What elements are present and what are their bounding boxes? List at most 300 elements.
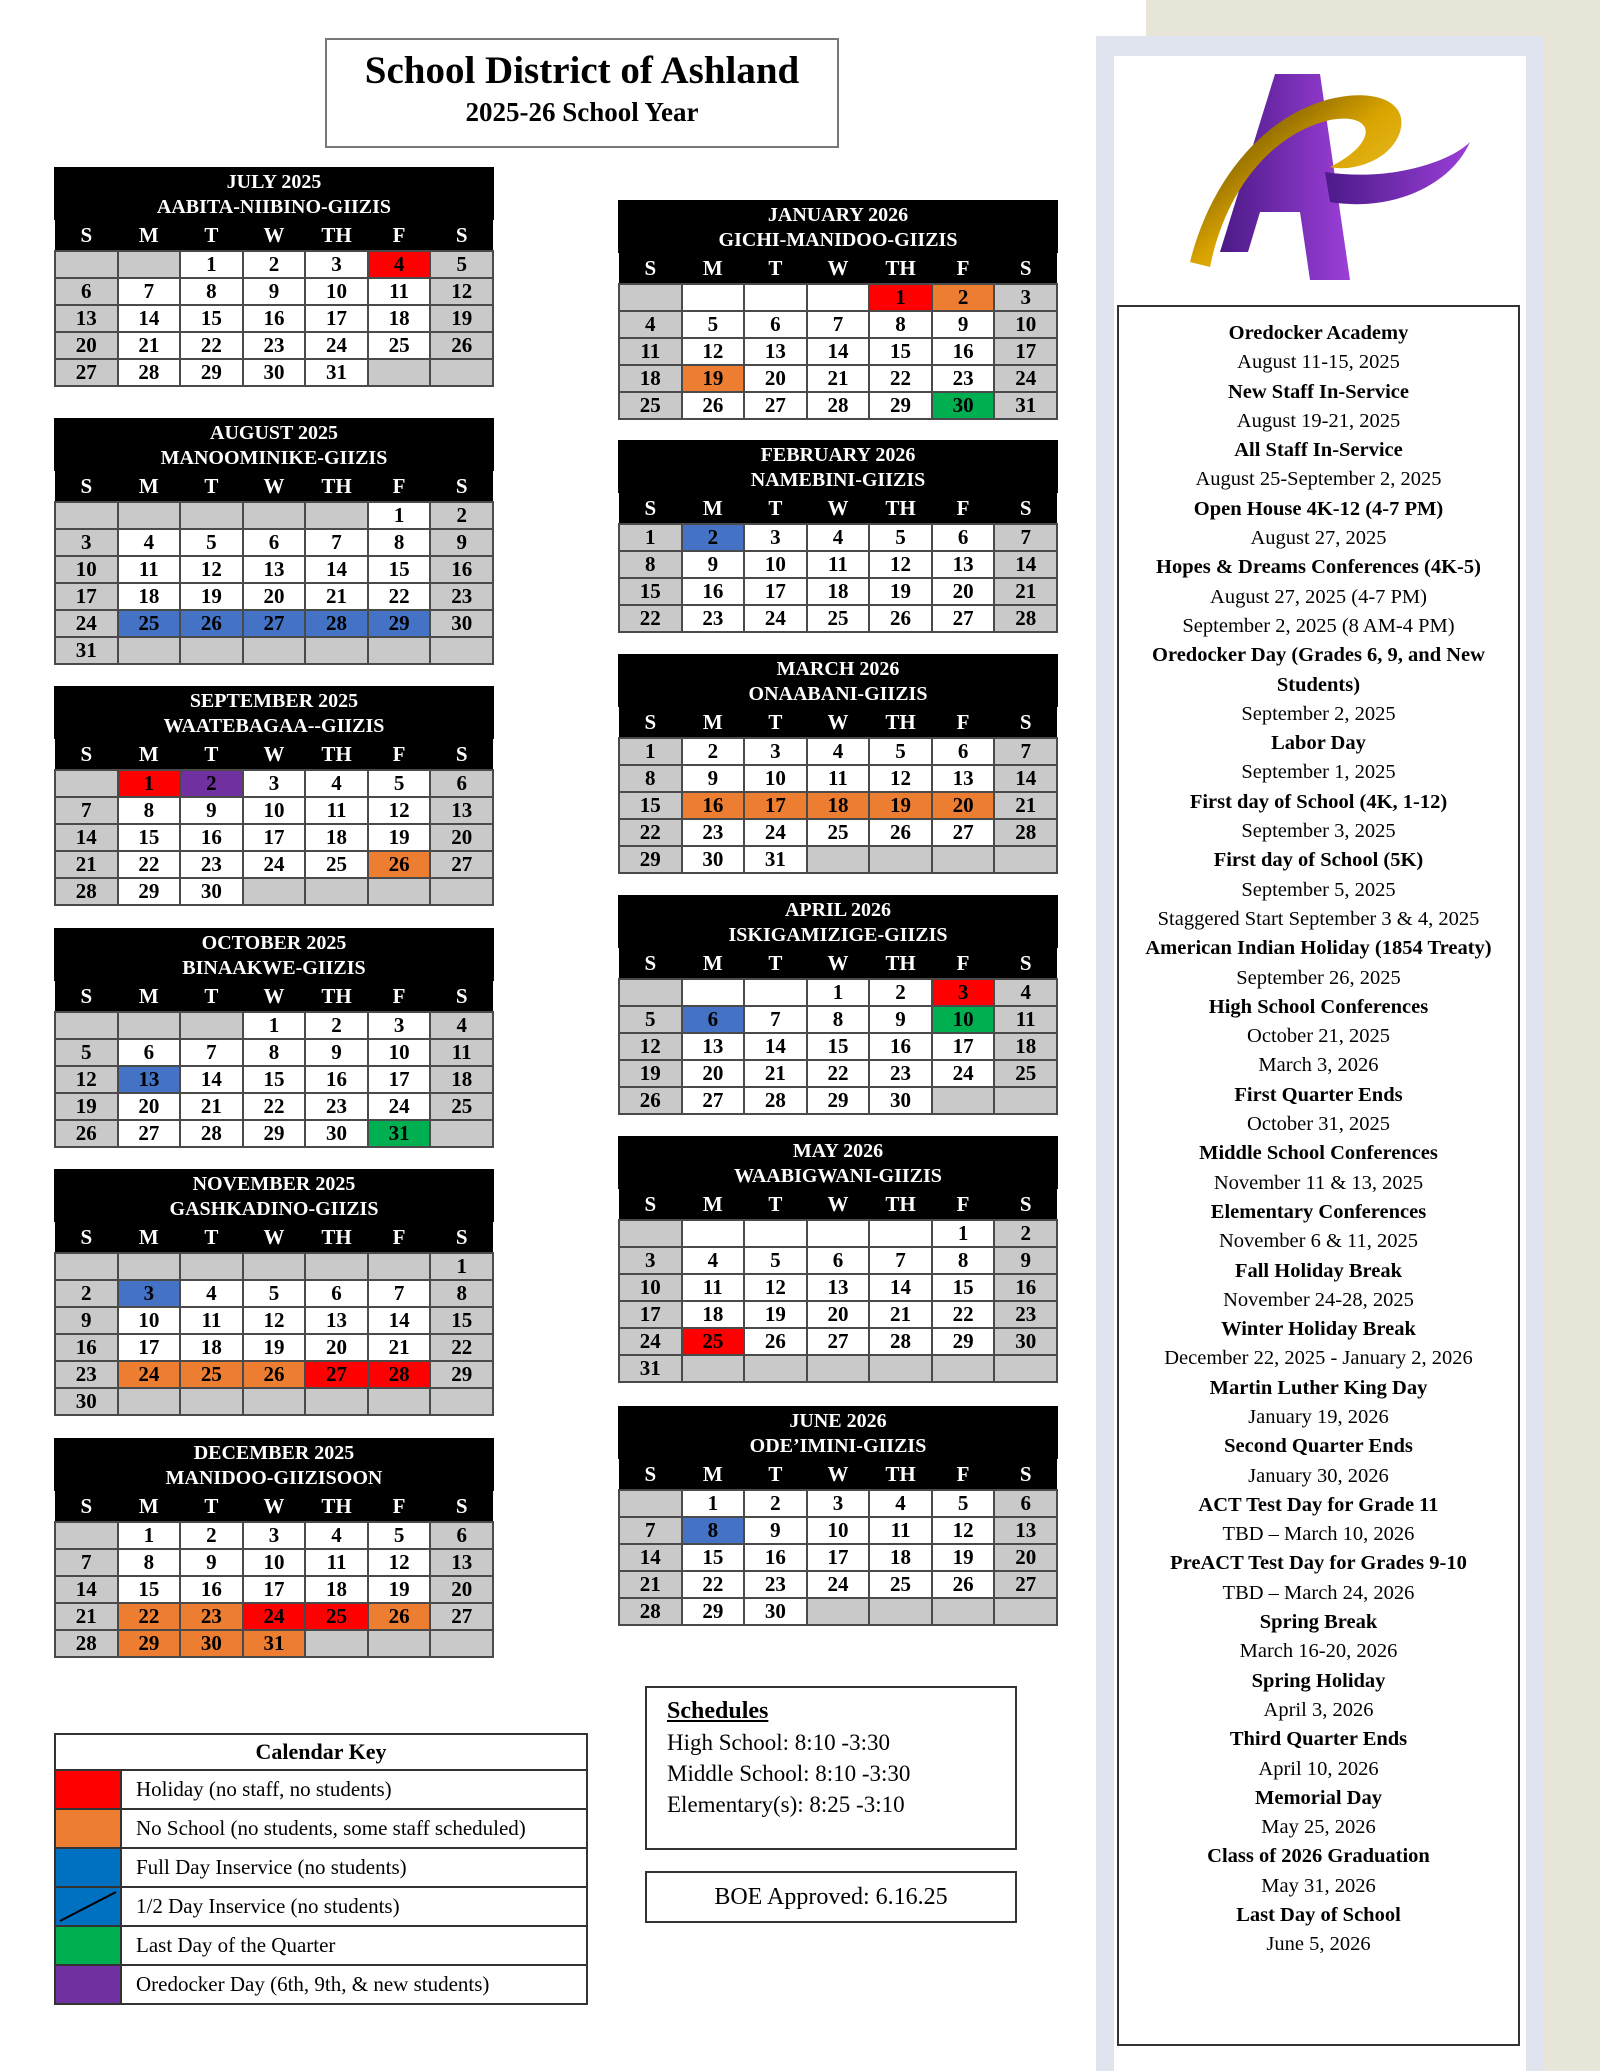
event-date: April 10, 2026 bbox=[1258, 1757, 1379, 1780]
empty-day-cell bbox=[243, 1388, 306, 1415]
day-cell: 17 bbox=[55, 583, 118, 610]
day-cell: 16 bbox=[869, 1033, 932, 1060]
weekday-header: W bbox=[807, 493, 870, 524]
day-cell: 13 bbox=[807, 1274, 870, 1301]
weekday-header: S bbox=[430, 1491, 493, 1522]
weekday-header: M bbox=[118, 739, 181, 770]
day-cell: 9 bbox=[430, 529, 493, 556]
day-cell: 11 bbox=[430, 1039, 493, 1066]
weekday-header: W bbox=[243, 471, 306, 502]
day-cell: 27 bbox=[932, 819, 995, 846]
day-cell: 19 bbox=[243, 1334, 306, 1361]
weekday-header: F bbox=[932, 948, 995, 979]
day-cell: 9 bbox=[994, 1247, 1057, 1274]
empty-day-cell bbox=[305, 637, 368, 664]
month-header bbox=[618, 654, 1058, 707]
day-cell: 17 bbox=[243, 1576, 306, 1603]
weekday-header: TH bbox=[305, 739, 368, 770]
empty-day-cell bbox=[368, 359, 431, 386]
day-cell: 23 bbox=[869, 1060, 932, 1087]
weekday-header: S bbox=[430, 471, 493, 502]
empty-day-cell bbox=[243, 878, 306, 905]
day-cell: 9 bbox=[682, 765, 745, 792]
day-cell: 2 bbox=[55, 1280, 118, 1307]
day-cell: 25 bbox=[368, 332, 431, 359]
empty-day-cell bbox=[430, 637, 493, 664]
month-header bbox=[618, 1406, 1058, 1459]
day-cell: 25 bbox=[682, 1328, 745, 1355]
event-title: Second Quarter Ends bbox=[1224, 1435, 1413, 1458]
day-cell: 28 bbox=[55, 1630, 118, 1657]
empty-day-cell bbox=[932, 1087, 995, 1114]
day-cell: 21 bbox=[994, 792, 1057, 819]
weekday-header: W bbox=[243, 739, 306, 770]
month-july bbox=[54, 167, 494, 387]
day-cell: 16 bbox=[994, 1274, 1057, 1301]
empty-day-cell bbox=[368, 1253, 431, 1280]
day-cell: 2 bbox=[932, 284, 995, 311]
day-cell: 22 bbox=[430, 1334, 493, 1361]
month-ojibwe-name: WAATEBAGAA--GIIZIS bbox=[163, 715, 385, 737]
calendar-key-label: No School (no students, some staff scheduled) bbox=[136, 1816, 526, 1840]
day-cell: 20 bbox=[305, 1334, 368, 1361]
month-grid bbox=[54, 220, 494, 387]
day-cell: 22 bbox=[869, 365, 932, 392]
empty-day-cell bbox=[118, 1012, 181, 1039]
empty-day-cell bbox=[807, 284, 870, 311]
day-cell: 1 bbox=[619, 738, 682, 765]
day-cell: 25 bbox=[118, 610, 181, 637]
day-cell: 18 bbox=[305, 824, 368, 851]
day-cell: 14 bbox=[994, 765, 1057, 792]
weekday-header: TH bbox=[869, 707, 932, 738]
event-date: November 6 & 11, 2025 bbox=[1218, 1230, 1419, 1253]
empty-day-cell bbox=[180, 502, 243, 529]
weekday-header: TH bbox=[305, 471, 368, 502]
empty-day-cell bbox=[430, 1630, 493, 1657]
day-cell: 24 bbox=[55, 610, 118, 637]
day-cell: 28 bbox=[368, 1361, 431, 1388]
day-cell: 28 bbox=[994, 819, 1057, 846]
day-cell: 17 bbox=[932, 1033, 995, 1060]
day-cell: 1 bbox=[430, 1253, 493, 1280]
day-cell: 25 bbox=[807, 819, 870, 846]
month-march bbox=[618, 654, 1058, 874]
weekday-header: S bbox=[430, 981, 493, 1012]
day-cell: 13 bbox=[430, 1549, 493, 1576]
event-title: Oredocker Day (Grades 6, 9, and New Students) bbox=[1152, 644, 1485, 696]
empty-day-cell bbox=[368, 878, 431, 905]
month-title: OCTOBER 2025 bbox=[201, 932, 347, 954]
day-cell: 19 bbox=[368, 1576, 431, 1603]
day-cell: 21 bbox=[55, 1603, 118, 1630]
calendar-key-swatch bbox=[56, 1810, 122, 1847]
empty-day-cell bbox=[430, 359, 493, 386]
day-cell: 9 bbox=[243, 278, 306, 305]
month-grid bbox=[618, 253, 1058, 420]
day-cell: 9 bbox=[180, 797, 243, 824]
day-cell: 30 bbox=[55, 1388, 118, 1415]
day-cell: 22 bbox=[807, 1060, 870, 1087]
day-cell: 28 bbox=[869, 1328, 932, 1355]
day-cell: 25 bbox=[807, 605, 870, 632]
day-cell: 19 bbox=[619, 1060, 682, 1087]
day-cell: 10 bbox=[807, 1517, 870, 1544]
day-cell: 21 bbox=[744, 1060, 807, 1087]
day-cell: 19 bbox=[869, 578, 932, 605]
calendar-key-row bbox=[56, 1927, 586, 1966]
weekday-header: W bbox=[243, 220, 306, 251]
day-cell: 30 bbox=[869, 1087, 932, 1114]
event-date: May 31, 2026 bbox=[1261, 1874, 1376, 1897]
event-title: Open House 4K-12 (4-7 PM) bbox=[1193, 497, 1444, 520]
month-ojibwe-name: NAMEBINI-GIIZIS bbox=[750, 469, 926, 491]
day-cell: 8 bbox=[368, 529, 431, 556]
day-cell: 12 bbox=[682, 338, 745, 365]
day-cell: 16 bbox=[243, 305, 306, 332]
day-cell: 15 bbox=[180, 305, 243, 332]
event-date: December 22, 2025 - January 2, 2026 bbox=[1164, 1347, 1473, 1370]
event-date: August 25-September 2, 2025 bbox=[1195, 468, 1442, 491]
day-cell: 11 bbox=[118, 556, 181, 583]
empty-day-cell bbox=[305, 878, 368, 905]
day-cell: 3 bbox=[932, 979, 995, 1006]
day-cell: 12 bbox=[932, 1517, 995, 1544]
empty-day-cell bbox=[994, 846, 1057, 873]
day-cell: 26 bbox=[682, 392, 745, 419]
calendar-key-title: Calendar Key bbox=[56, 1735, 586, 1771]
day-cell: 17 bbox=[368, 1066, 431, 1093]
day-cell: 22 bbox=[180, 332, 243, 359]
schedule-high-school: High School: 8:10 -3:30 bbox=[667, 1730, 890, 1755]
day-cell: 30 bbox=[682, 846, 745, 873]
day-cell: 26 bbox=[180, 610, 243, 637]
empty-day-cell bbox=[180, 637, 243, 664]
day-cell: 5 bbox=[682, 311, 745, 338]
empty-day-cell bbox=[869, 1355, 932, 1382]
weekday-header: S bbox=[994, 1459, 1057, 1490]
weekday-header: T bbox=[744, 1189, 807, 1220]
weekday-header: T bbox=[180, 1222, 243, 1253]
day-cell: 31 bbox=[305, 359, 368, 386]
month-ojibwe-name: MANOOMINIKE-GIIZIS bbox=[160, 447, 388, 469]
weekday-header: S bbox=[619, 253, 682, 284]
day-cell: 26 bbox=[869, 819, 932, 846]
month-header bbox=[54, 686, 494, 739]
day-cell: 17 bbox=[744, 792, 807, 819]
weekday-header: S bbox=[619, 1459, 682, 1490]
day-cell: 14 bbox=[619, 1544, 682, 1571]
events-list bbox=[1117, 305, 1520, 2046]
day-cell: 12 bbox=[243, 1307, 306, 1334]
day-cell: 25 bbox=[305, 1603, 368, 1630]
calendar-key-label: Oredocker Day (6th, 9th, & new students) bbox=[136, 1972, 490, 1996]
weekday-header: T bbox=[180, 1491, 243, 1522]
day-cell: 30 bbox=[994, 1328, 1057, 1355]
day-cell: 17 bbox=[243, 824, 306, 851]
calendar-key-label: 1/2 Day Inservice (no students) bbox=[136, 1894, 400, 1918]
day-cell: 20 bbox=[682, 1060, 745, 1087]
day-cell: 12 bbox=[368, 1549, 431, 1576]
day-cell: 7 bbox=[744, 1006, 807, 1033]
day-cell: 24 bbox=[305, 332, 368, 359]
weekday-header: M bbox=[682, 948, 745, 979]
event-title: First day of School (5K) bbox=[1213, 849, 1424, 872]
month-header bbox=[618, 440, 1058, 493]
event-date: August 27, 2025 (4-7 PM) bbox=[1210, 585, 1427, 608]
calendar-key-label: Holiday (no staff, no students) bbox=[136, 1777, 392, 1801]
day-cell: 2 bbox=[994, 1220, 1057, 1247]
day-cell: 8 bbox=[118, 1549, 181, 1576]
day-cell: 23 bbox=[994, 1301, 1057, 1328]
weekday-header: TH bbox=[869, 493, 932, 524]
day-cell: 19 bbox=[430, 305, 493, 332]
day-cell: 23 bbox=[180, 1603, 243, 1630]
day-cell: 1 bbox=[619, 524, 682, 551]
event-title: High School Conferences bbox=[1208, 995, 1429, 1018]
day-cell: 5 bbox=[744, 1247, 807, 1274]
day-cell: 31 bbox=[55, 637, 118, 664]
day-cell: 8 bbox=[118, 797, 181, 824]
day-cell: 24 bbox=[807, 1571, 870, 1598]
calendar-key-row bbox=[56, 1888, 586, 1927]
day-cell: 26 bbox=[932, 1571, 995, 1598]
day-cell: 14 bbox=[744, 1033, 807, 1060]
day-cell: 29 bbox=[180, 359, 243, 386]
event-title: Hopes & Dreams Conferences (4K-5) bbox=[1156, 556, 1481, 579]
month-may bbox=[618, 1136, 1058, 1383]
day-cell: 4 bbox=[180, 1280, 243, 1307]
empty-day-cell bbox=[118, 251, 181, 278]
day-cell: 17 bbox=[744, 578, 807, 605]
day-cell: 1 bbox=[807, 979, 870, 1006]
event-title: Fall Holiday Break bbox=[1234, 1259, 1403, 1282]
day-cell: 26 bbox=[243, 1361, 306, 1388]
weekday-header: S bbox=[619, 948, 682, 979]
day-cell: 29 bbox=[430, 1361, 493, 1388]
event-title: First day of School (4K, 1-12) bbox=[1189, 790, 1448, 813]
calendar-key-swatch bbox=[56, 1771, 122, 1808]
day-cell: 29 bbox=[118, 1630, 181, 1657]
day-cell: 4 bbox=[682, 1247, 745, 1274]
empty-day-cell bbox=[682, 1355, 745, 1382]
day-cell: 6 bbox=[118, 1039, 181, 1066]
day-cell: 10 bbox=[994, 311, 1057, 338]
event-date: August 11-15, 2025 bbox=[1237, 351, 1400, 374]
schedule-middle-school: Middle School: 8:10 -3:30 bbox=[667, 1761, 911, 1786]
empty-day-cell bbox=[807, 1220, 870, 1247]
day-cell: 20 bbox=[430, 1576, 493, 1603]
day-cell: 27 bbox=[430, 1603, 493, 1630]
day-cell: 20 bbox=[430, 824, 493, 851]
empty-day-cell bbox=[243, 502, 306, 529]
month-september bbox=[54, 686, 494, 906]
day-cell: 14 bbox=[55, 824, 118, 851]
page-title: School District of Ashland bbox=[364, 49, 800, 92]
empty-day-cell bbox=[430, 1388, 493, 1415]
empty-day-cell bbox=[619, 284, 682, 311]
day-cell: 6 bbox=[932, 524, 995, 551]
event-date: November 24-28, 2025 bbox=[1223, 1288, 1414, 1311]
day-cell: 12 bbox=[869, 551, 932, 578]
weekday-header: S bbox=[994, 1189, 1057, 1220]
day-cell: 16 bbox=[55, 1334, 118, 1361]
day-cell: 13 bbox=[932, 765, 995, 792]
empty-day-cell bbox=[932, 1598, 995, 1625]
day-cell: 27 bbox=[430, 851, 493, 878]
day-cell: 15 bbox=[807, 1033, 870, 1060]
day-cell: 2 bbox=[180, 770, 243, 797]
empty-day-cell bbox=[430, 1120, 493, 1147]
day-cell: 24 bbox=[619, 1328, 682, 1355]
day-cell: 4 bbox=[305, 1522, 368, 1549]
day-cell: 5 bbox=[430, 251, 493, 278]
day-cell: 27 bbox=[305, 1361, 368, 1388]
empty-day-cell bbox=[682, 1220, 745, 1247]
empty-day-cell bbox=[744, 1220, 807, 1247]
day-cell: 12 bbox=[55, 1066, 118, 1093]
day-cell: 27 bbox=[118, 1120, 181, 1147]
day-cell: 3 bbox=[243, 770, 306, 797]
day-cell: 28 bbox=[619, 1598, 682, 1625]
day-cell: 14 bbox=[180, 1066, 243, 1093]
empty-day-cell bbox=[55, 770, 118, 797]
day-cell: 15 bbox=[932, 1274, 995, 1301]
day-cell: 4 bbox=[807, 738, 870, 765]
day-cell: 10 bbox=[305, 278, 368, 305]
event-date: January 30, 2026 bbox=[1248, 1464, 1389, 1487]
month-october bbox=[54, 928, 494, 1148]
day-cell: 6 bbox=[807, 1247, 870, 1274]
weekday-header: F bbox=[932, 1189, 995, 1220]
calendar-key-label: Full Day Inservice (no students) bbox=[136, 1855, 407, 1879]
day-cell: 9 bbox=[682, 551, 745, 578]
day-cell: 9 bbox=[744, 1517, 807, 1544]
day-cell: 7 bbox=[869, 1247, 932, 1274]
weekday-header: T bbox=[180, 981, 243, 1012]
day-cell: 26 bbox=[619, 1087, 682, 1114]
empty-day-cell bbox=[869, 1598, 932, 1625]
day-cell: 28 bbox=[744, 1087, 807, 1114]
day-cell: 23 bbox=[744, 1571, 807, 1598]
day-cell: 4 bbox=[619, 311, 682, 338]
day-cell: 12 bbox=[619, 1033, 682, 1060]
day-cell: 1 bbox=[118, 1522, 181, 1549]
weekday-header: W bbox=[807, 1459, 870, 1490]
day-cell: 14 bbox=[118, 305, 181, 332]
day-cell: 6 bbox=[430, 1522, 493, 1549]
empty-day-cell bbox=[994, 1087, 1057, 1114]
event-date: November 11 & 13, 2025 bbox=[1213, 1171, 1424, 1194]
event-title: Last Day of School bbox=[1236, 1904, 1401, 1927]
day-cell: 21 bbox=[869, 1301, 932, 1328]
day-cell: 22 bbox=[368, 583, 431, 610]
day-cell: 7 bbox=[994, 738, 1057, 765]
day-cell: 25 bbox=[430, 1093, 493, 1120]
weekday-header: F bbox=[368, 739, 431, 770]
weekday-header: S bbox=[619, 493, 682, 524]
day-cell: 6 bbox=[430, 770, 493, 797]
day-cell: 24 bbox=[118, 1361, 181, 1388]
weekday-header: M bbox=[682, 493, 745, 524]
day-cell: 28 bbox=[55, 878, 118, 905]
month-february bbox=[618, 440, 1058, 633]
day-cell: 17 bbox=[807, 1544, 870, 1571]
weekday-header: T bbox=[744, 1459, 807, 1490]
calendar-key-swatch bbox=[56, 1888, 122, 1925]
day-cell: 4 bbox=[305, 770, 368, 797]
day-cell: 17 bbox=[994, 338, 1057, 365]
day-cell: 20 bbox=[932, 578, 995, 605]
day-cell: 5 bbox=[619, 1006, 682, 1033]
day-cell: 29 bbox=[619, 846, 682, 873]
day-cell: 7 bbox=[807, 311, 870, 338]
day-cell: 31 bbox=[994, 392, 1057, 419]
month-grid bbox=[618, 1459, 1058, 1626]
weekday-header: S bbox=[994, 948, 1057, 979]
day-cell: 4 bbox=[807, 524, 870, 551]
schedules-title: Schedules bbox=[667, 1698, 769, 1724]
empty-day-cell bbox=[243, 1253, 306, 1280]
day-cell: 25 bbox=[305, 851, 368, 878]
weekday-header: M bbox=[682, 253, 745, 284]
day-cell: 10 bbox=[243, 797, 306, 824]
day-cell: 10 bbox=[619, 1274, 682, 1301]
event-date: September 26, 2025 bbox=[1236, 966, 1401, 989]
empty-day-cell bbox=[619, 1220, 682, 1247]
day-cell: 6 bbox=[744, 311, 807, 338]
weekday-header: W bbox=[807, 1189, 870, 1220]
day-cell: 11 bbox=[807, 551, 870, 578]
empty-day-cell bbox=[807, 1355, 870, 1382]
day-cell: 20 bbox=[243, 583, 306, 610]
empty-day-cell bbox=[869, 1220, 932, 1247]
weekday-header: M bbox=[118, 471, 181, 502]
day-cell: 10 bbox=[744, 551, 807, 578]
empty-day-cell bbox=[807, 846, 870, 873]
event-title: PreACT Test Day for Grades 9-10 bbox=[1170, 1552, 1467, 1575]
day-cell: 11 bbox=[807, 765, 870, 792]
day-cell: 7 bbox=[368, 1280, 431, 1307]
day-cell: 16 bbox=[180, 1576, 243, 1603]
day-cell: 15 bbox=[619, 578, 682, 605]
event-title: Martin Luther King Day bbox=[1209, 1376, 1428, 1399]
day-cell: 3 bbox=[994, 284, 1057, 311]
weekday-header: TH bbox=[305, 1491, 368, 1522]
empty-day-cell bbox=[807, 1598, 870, 1625]
empty-day-cell bbox=[55, 1012, 118, 1039]
day-cell: 17 bbox=[305, 305, 368, 332]
day-cell: 19 bbox=[180, 583, 243, 610]
day-cell: 30 bbox=[180, 1630, 243, 1657]
day-cell: 15 bbox=[430, 1307, 493, 1334]
day-cell: 29 bbox=[682, 1598, 745, 1625]
day-cell: 3 bbox=[807, 1490, 870, 1517]
day-cell: 13 bbox=[430, 797, 493, 824]
day-cell: 8 bbox=[430, 1280, 493, 1307]
month-ojibwe-name: ISKIGAMIZIGE-GIIZIS bbox=[728, 924, 948, 946]
event-title: Winter Holiday Break bbox=[1221, 1318, 1416, 1341]
weekday-header: W bbox=[807, 948, 870, 979]
empty-day-cell bbox=[305, 1630, 368, 1657]
day-cell: 6 bbox=[932, 738, 995, 765]
day-cell: 16 bbox=[682, 792, 745, 819]
calendar-key-swatch bbox=[56, 1966, 122, 2003]
schedules-box bbox=[645, 1686, 1017, 1850]
day-cell: 20 bbox=[55, 332, 118, 359]
weekday-header: T bbox=[744, 493, 807, 524]
event-date: September 2, 2025 (8 AM-4 PM) bbox=[1182, 614, 1455, 637]
